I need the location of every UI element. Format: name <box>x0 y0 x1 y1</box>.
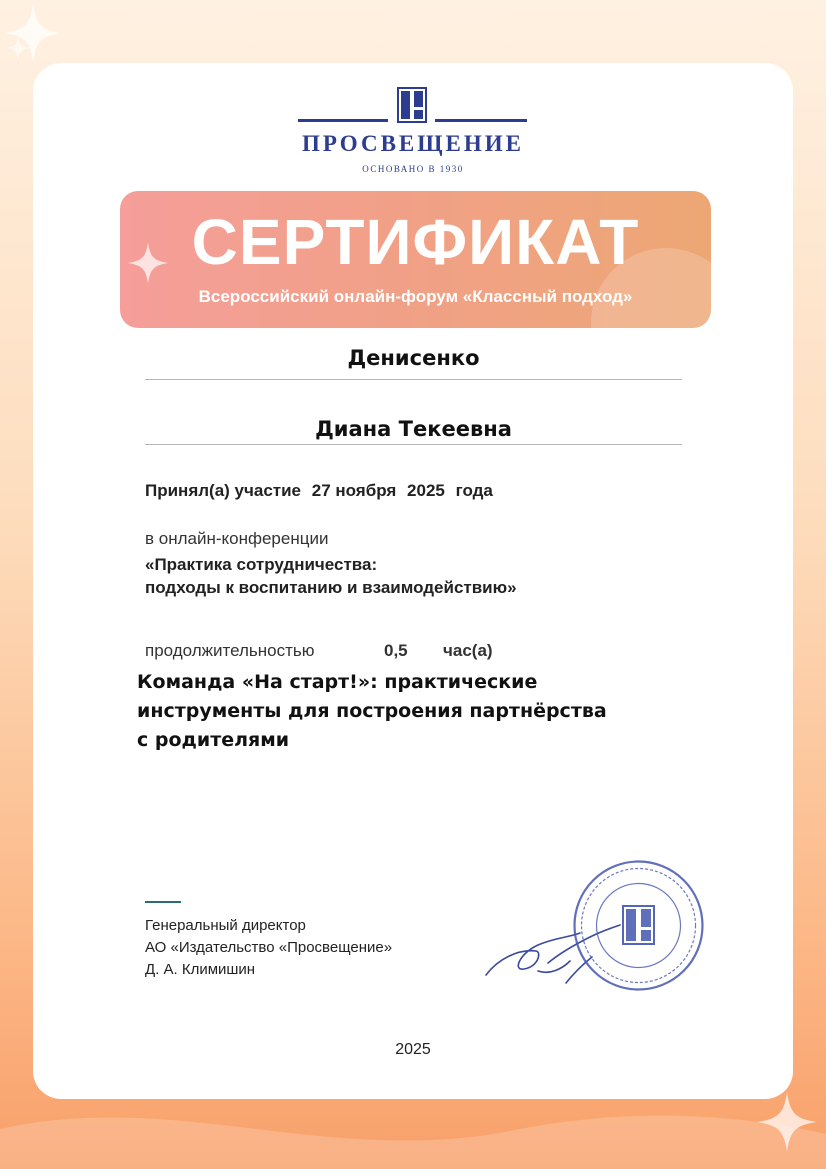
duration-unit: час(а) <box>443 641 493 660</box>
publisher-logo <box>33 87 793 182</box>
logo-rule-left <box>298 119 388 122</box>
certificate-card <box>33 63 793 1099</box>
signature-accent <box>145 901 181 903</box>
conference-type: в онлайн-конференции <box>145 529 329 548</box>
participation-suffix: года <box>455 481 493 500</box>
forum-name: Всероссийский онлайн-форум «Классный подход» <box>198 287 633 306</box>
conference-name-line: подходы к воспитанию и взаимодействию» <box>145 578 517 597</box>
signatory-organization: АО «Издательство «Просвещение» <box>145 939 393 956</box>
certificate-banner <box>120 191 711 328</box>
background-wave <box>0 1089 826 1169</box>
duration-label: продолжительностью <box>145 641 315 660</box>
duration-value: 0,5 <box>384 641 408 660</box>
issue-year: 2025 <box>395 1041 431 1058</box>
session-title <box>137 668 637 755</box>
publisher-name: ПРОСВЕЩЕНИЕ <box>302 131 524 156</box>
participation-statement <box>145 481 499 501</box>
signatory-name: Д. А. Климишин <box>145 961 256 978</box>
participation-prefix: Принял(а) участие <box>145 481 302 500</box>
recipient-surname: Денисенко <box>347 346 480 370</box>
recipient-given-names: Диана Текеевна <box>315 417 512 441</box>
signatory-block <box>145 915 392 981</box>
participation-date: 27 ноября <box>311 481 397 500</box>
publisher-emblem-icon <box>397 87 427 123</box>
session-title-line: Команда «На старт!»: практические <box>137 671 538 693</box>
sparkle-icon <box>5 35 31 61</box>
divider <box>145 379 682 380</box>
company-seal <box>571 858 706 993</box>
signatory-position: Генеральный директор <box>145 917 306 934</box>
session-title-line: инструменты для построения партнёрства <box>137 700 607 722</box>
conference-name-line: «Практика сотрудничества: <box>145 555 378 574</box>
logo-rule-right <box>435 119 527 122</box>
certificate-title: СЕРТИФИКАТ <box>191 206 640 278</box>
divider <box>145 444 682 445</box>
participation-year: 2025 <box>407 481 445 500</box>
conference-name <box>145 553 645 599</box>
session-title-line: с родителями <box>137 729 290 751</box>
publisher-tagline: ОСНОВАНО В 1930 <box>362 164 464 174</box>
